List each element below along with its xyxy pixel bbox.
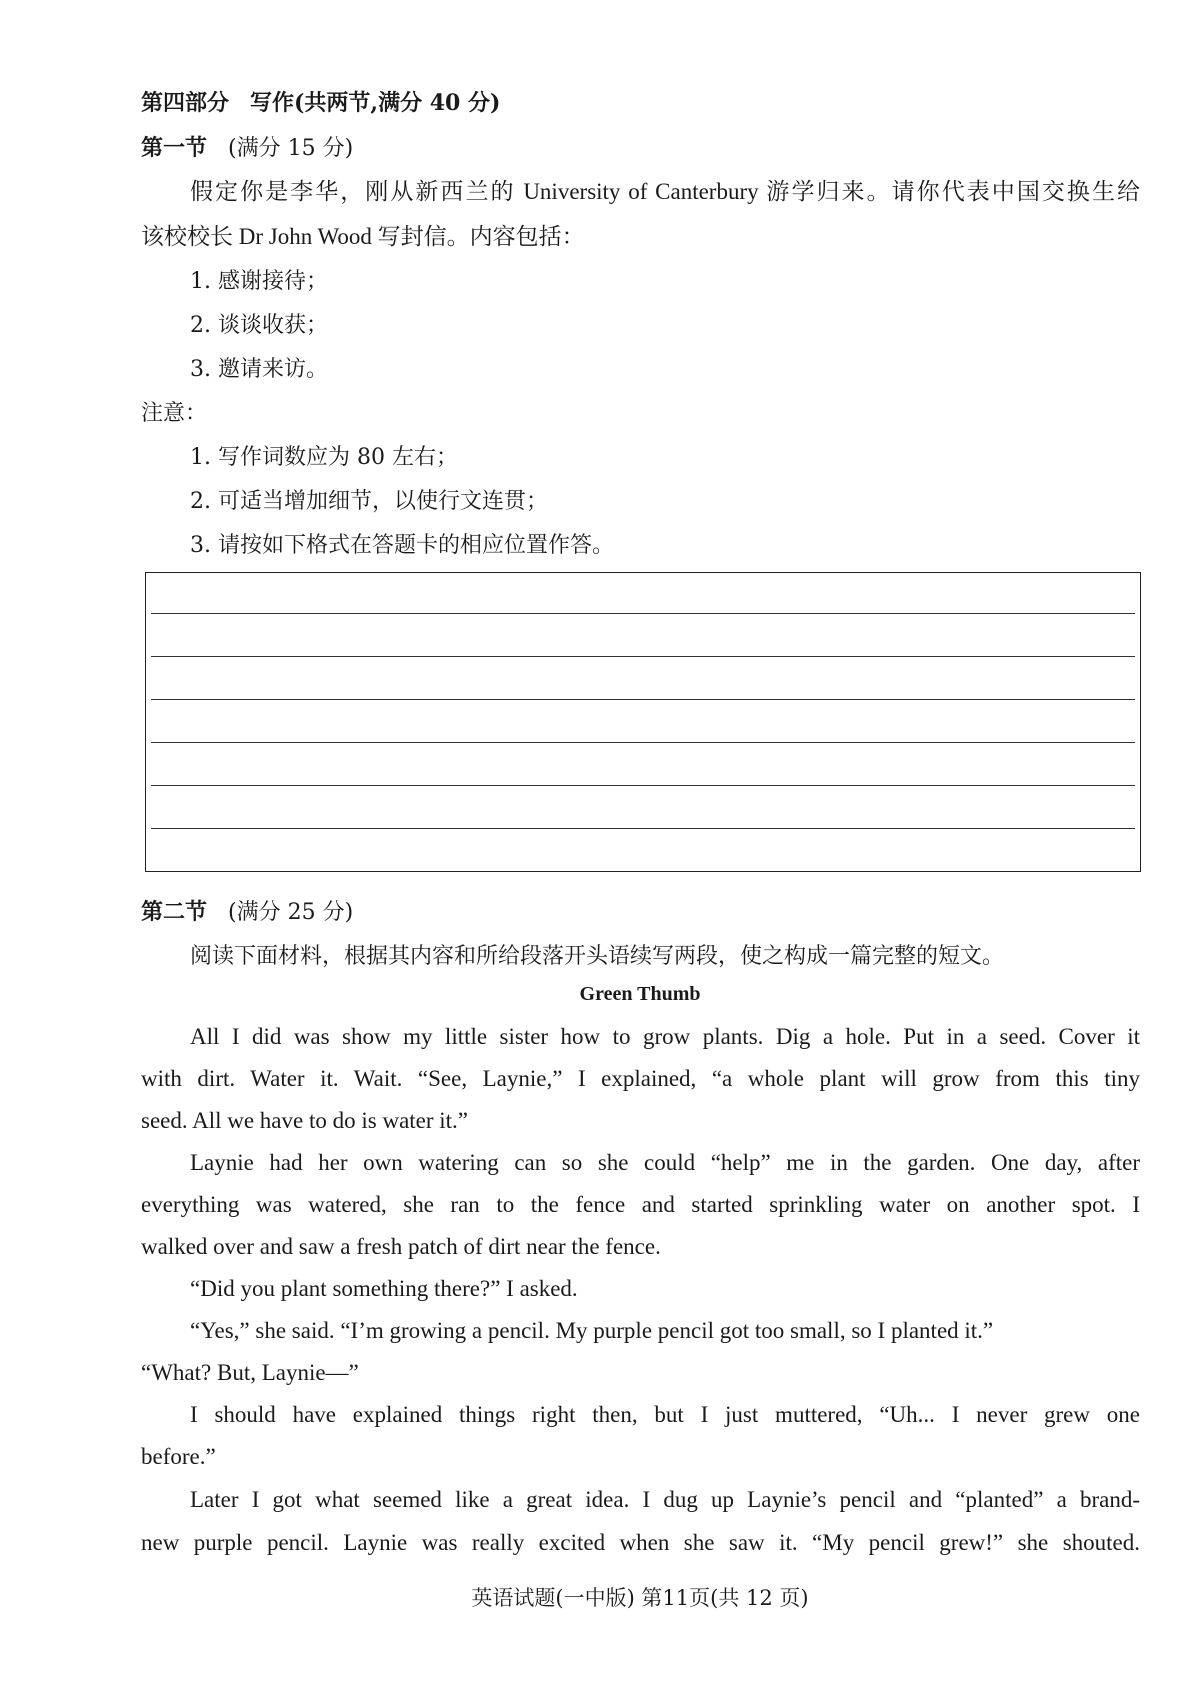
section1-heading	[141, 131, 353, 162]
content-item-3: 3. 邀请来访。	[190, 357, 328, 382]
story-line: everything was watered, she ran to the fence and started sprinkling water on another spot. I	[141, 1192, 1140, 1217]
part4-heading-bold: 第四部分	[141, 90, 230, 116]
page-footer: 英语试题(一中版) 第11页(共 12 页)	[471, 1586, 809, 1610]
story-line: new purple pencil. Laynie was really excited when she saw it. “My pencil grew!” she shouted.	[141, 1530, 1140, 1555]
section2-score: (满分 25 分)	[228, 900, 354, 925]
note-1: 1. 写作词数应为 80 左右；	[190, 445, 458, 470]
answer-line	[151, 656, 1135, 657]
part4-heading-rest: 写作(共两节,满分 40 分)	[250, 90, 501, 116]
story-line: “Yes,” she said. “I’m growing a pencil. My purple pencil got too small, so I planted it.”	[190, 1318, 994, 1343]
story-line: Laynie had her own watering can so she could “help” me in the garden. One day, after	[190, 1150, 1140, 1175]
section1-title: 第一节	[141, 135, 208, 161]
answer-line	[151, 785, 1135, 786]
note-2: 2. 可适当增加细节，以使行文连贯；	[190, 489, 548, 514]
story-line: with dirt. Water it. Wait. “See, Laynie,” I explained, “a whole plant will grow from this tiny	[141, 1066, 1140, 1091]
section1-score: (满分 15 分)	[228, 136, 354, 161]
story-line: before.”	[141, 1444, 216, 1469]
story-line: I should have explained things right then, but I just muttered, “Uh... I never grew one	[190, 1402, 1140, 1427]
story-line: walked over and saw a fresh patch of dirt near the fence.	[141, 1234, 661, 1259]
story-line: “What? But, Laynie—”	[141, 1360, 359, 1385]
part4-heading	[141, 86, 500, 117]
story-title: Green Thumb	[579, 983, 701, 1005]
section2-heading	[141, 895, 353, 926]
story-line: All I did was show my little sister how to grow plants. Dig a hole. Put in a seed. Cover it	[190, 1024, 1140, 1049]
story-line: Later I got what seemed like a great idea. I dug up Laynie’s pencil and “planted” a brand-	[190, 1487, 1140, 1512]
content-item-1: 1. 感谢接待；	[190, 269, 328, 294]
story-line: seed. All we have to do is water it.”	[141, 1108, 469, 1133]
answer-line	[151, 613, 1135, 614]
answer-line	[151, 828, 1135, 829]
section1-prompt-line2: 该校校长 Dr John Wood 写封信。内容包括：	[141, 224, 585, 249]
note-3: 3. 请按如下格式在答题卡的相应位置作答。	[190, 533, 614, 558]
answer-box	[145, 572, 1141, 872]
answer-line	[151, 699, 1135, 700]
notes-label: 注意：	[141, 401, 208, 426]
content-item-2: 2. 谈谈收获；	[190, 313, 328, 338]
answer-line	[151, 742, 1135, 743]
section1-prompt-line1: 假定你是李华，刚从新西兰的 University of Canterbury 游学归来。请你代表中国交换生给	[190, 179, 1140, 204]
story-line: “Did you plant something there?” I asked.	[190, 1276, 578, 1301]
section2-title: 第二节	[141, 899, 208, 925]
section2-instruction: 阅读下面材料，根据其内容和所给段落开头语续写两段，使之构成一篇完整的短文。	[190, 944, 1005, 969]
